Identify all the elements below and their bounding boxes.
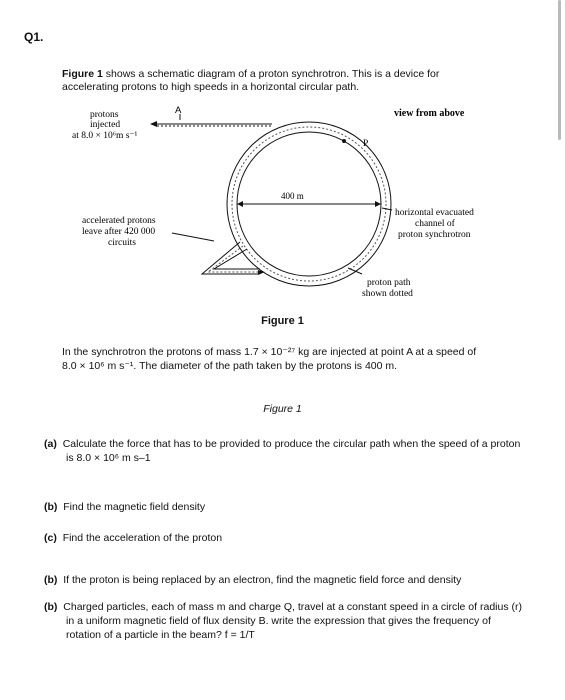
leader-accelerated — [172, 233, 214, 241]
exit-channel-inner — [214, 249, 260, 269]
question-b — [44, 500, 205, 514]
scrollbar[interactable] — [558, 0, 561, 140]
description-paragraph — [62, 345, 532, 373]
label-speed: at 8.0 × 10⁶m s⁻¹ — [72, 131, 138, 141]
diameter-arrow-left-icon — [237, 201, 243, 207]
label-path-1: proton path — [367, 278, 411, 288]
question-text: If the proton is being replaced by an electron, find the magnetic field force and density — [63, 574, 462, 586]
label-channel-1: horizontal evacuated — [395, 208, 474, 218]
intro-line-1: shows a schematic diagram of a proton synchrotron. This is a device for — [102, 68, 440, 80]
injection-arrow-icon — [150, 121, 157, 127]
question-label: (a) — [44, 438, 57, 450]
label-accelerated-1: accelerated protons — [82, 216, 156, 226]
label-injected: injected — [90, 120, 121, 130]
question-b-electron — [44, 573, 554, 587]
question-a — [44, 437, 559, 465]
question-label: (b) — [44, 574, 58, 586]
point-p-dot — [342, 139, 346, 143]
question-label: (b) — [44, 601, 58, 613]
question-text: Find the acceleration of the proton — [62, 532, 223, 544]
label-diameter: 400 m — [281, 191, 304, 201]
label-a: A — [175, 105, 182, 116]
label-protons: protons — [90, 110, 119, 120]
intro-line-2: accelerating protons to high speeds in a horizontal circular path. — [62, 81, 360, 93]
question-text: rotation of a particle in the beam? f = 1/T — [66, 629, 255, 641]
label-path-2: shown dotted — [362, 289, 413, 299]
diameter-arrow-right-icon — [375, 201, 381, 207]
question-c — [44, 531, 222, 545]
figure-ref: Figure 1 — [62, 68, 103, 80]
question-b-frequency — [44, 600, 554, 642]
figure-caption: Figure 1 — [261, 315, 304, 327]
question-text: is 8.0 × 10⁶ m s–1 — [66, 452, 151, 464]
question-label: (c) — [44, 532, 57, 544]
question-number: Q1. — [24, 30, 44, 44]
question-text: Find the magnetic field density — [63, 501, 206, 513]
label-accelerated-2: leave after 420 000 — [82, 227, 156, 237]
synchrotron-diagram — [62, 104, 502, 309]
paragraph-line-2: 8.0 × 10⁶ m s⁻¹. The diameter of the path taken by the protons is 400 m. — [62, 360, 398, 372]
question-text: Calculate the force that has to be provided to produce the circular path when the speed of a proton — [62, 438, 521, 450]
question-text: in a uniform magnetic field of flux density B. write the expression that gives the frequency of — [66, 615, 491, 627]
label-channel-2: channel of — [415, 219, 455, 229]
label-view: view from above — [394, 108, 465, 119]
paragraph-line-1: In the synchrotron the protons of mass 1.7 × 10⁻²⁷ kg are injected at point A at a speed of — [62, 346, 477, 358]
label-p: P — [363, 139, 369, 149]
figure-caption-italic: Figure 1 — [263, 403, 302, 415]
label-accelerated-3: circuits — [108, 238, 136, 248]
question-text: Charged particles, each of mass m and charge Q, travel at a constant speed in a circle of radius (r) — [63, 601, 522, 613]
question-label: (b) — [44, 501, 58, 513]
label-channel-3: proton synchrotron — [398, 230, 471, 240]
intro-text — [62, 68, 512, 94]
